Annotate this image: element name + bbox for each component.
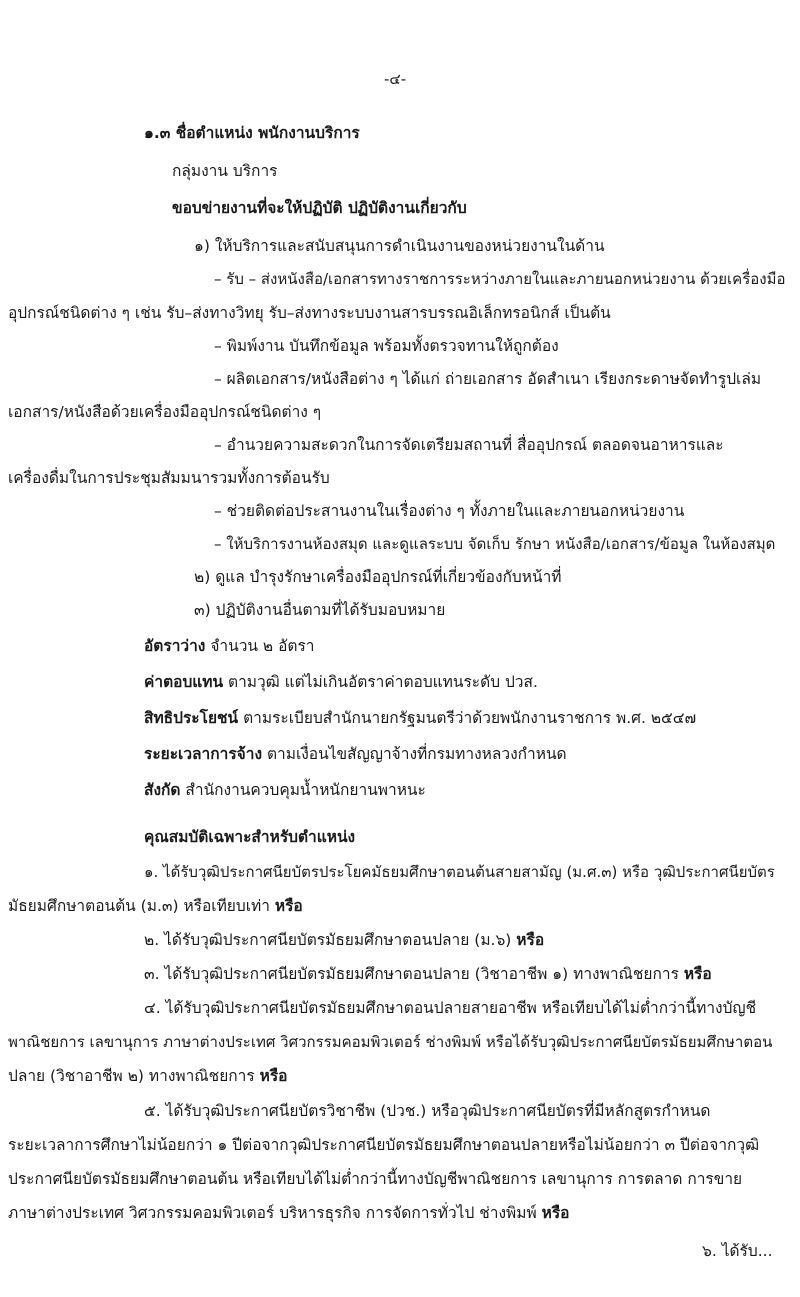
qualification-5-cont3: ภาษาต่างประเทศ วิศวกรรมคอมพิวเตอร์ บริหารธุรกิจ การจัดการทั่วไป ช่างพิมพ์ หรือ [8,1204,570,1222]
duration-row [144,743,567,765]
or-word: หรือ [259,1067,288,1085]
duration-label: ระยะเวลาการจ้าง [144,745,263,763]
duty-item-1: ๑) ให้บริการและสนับสนุนการดำเนินงานของหน่วยงานในด้าน [194,237,605,255]
or-word: หรือ [683,965,712,983]
qualification-5: ๕. ได้รับวุฒิประกาศนียบัตรวิชาชีพ (ปวช.) หรือวุฒิประกาศนียบัตรที่มีหลักสูตรกำหนด [144,1102,711,1120]
duty-bullet-1-cont: อุปกรณ์ชนิดต่าง ๆ เช่น รับ–ส่งทางวิทยุ รับ–ส่งทางระบบงานสารบรรณอิเล็กทรอนิกส์ เป็นต้น [8,304,611,322]
or-word: หรือ [541,1204,570,1222]
qualification-2: ๒. ได้รับวุฒิประกาศนียบัตรมัธยมศึกษาตอนปลาย (ม.๖) หรือ [144,931,545,949]
qualification-5-cont2: ประกาศนียบัตรมัธยมศึกษาตอนต้น หรือเทียบได้ไม่ต่ำกว่านี้ทางบัญชีพาณิชยการ เลขานุการ การตลาด การขาย [8,1170,743,1188]
page-number: -๔- [384,70,407,88]
qualification-4: ๔. ได้รับวุฒิประกาศนียบัตรมัธยมศึกษาตอนปลายสายอาชีพ หรือเทียบได้ไม่ต่ำกว่านี้ทางบัญชี [144,999,757,1017]
duty-bullet-2: – พิมพ์งาน บันทึกข้อมูล พร้อมทั้งตรวจทานให้ถูกต้อง [214,337,559,355]
qualification-1-cont: มัธยมศึกษาตอนต้น (ม.๓) หรือเทียบเท่า หรือ [8,897,303,915]
scope-heading: ขอบข่ายงานที่จะให้ปฏิบัติ ปฏิบัติงานเกี่ยวกับ [172,199,467,217]
duty-bullet-6: – ให้บริการงานห้องสมุด และดูแลระบบ จัดเก็บ รักษา หนังสือ/เอกสาร/ข้อมูล ในห้องสมุด [214,535,776,553]
compensation-row [144,671,538,693]
affiliation-label: สังกัด [144,781,181,799]
duty-bullet-4-cont: เครื่องดื่มในการประชุมสัมมนารวมทั้งการต้อนรับ [8,469,330,487]
vacancy-value: จำนวน ๒ อัตรา [205,637,315,655]
or-word: หรือ [274,897,303,915]
affiliation-value: สำนักงานควบคุมน้ำหนักยานพาหนะ [180,781,426,799]
work-group: กลุ่มงาน บริการ [172,162,278,180]
qualification-4-cont2: ปลาย (วิชาอาชีพ ๒) ทางพาณิชยการ หรือ [8,1067,288,1085]
compensation-label: ค่าตอบแทน [144,673,224,691]
compensation-value: ตามวุฒิ แต่ไม่เกินอัตราค่าตอบแทนระดับ ปวส. [223,673,538,691]
duty-item-2: ๒) ดูแล บำรุงรักษาเครื่องมืออุปกรณ์ที่เกี่ยวข้องกับหน้าที่ [194,568,562,586]
qualification-4-cont: พาณิชยการ เลขานุการ ภาษาต่างประเทศ วิศวกรรมคอมพิวเตอร์ ช่างพิมพ์ หรือได้รับวุฒิประกาศนียบัตรมัธยมศึกษาตอน [8,1033,773,1051]
duty-item-3: ๓) ปฏิบัติงานอื่นตามที่ได้รับมอบหมาย [194,601,446,619]
vacancy-label: อัตราว่าง [144,637,206,655]
or-word: หรือ [516,931,545,949]
continuation-text: ๖. ได้รับ... [702,1242,773,1260]
duration-value: ตามเงื่อนไขสัญญาจ้างที่กรมทางหลวงกำหนด [262,745,567,763]
benefits-label: สิทธิประโยชน์ [144,709,239,727]
qualification-5-cont: ระยะเวลาการศึกษาไม่น้อยกว่า ๑ ปีต่อจากวุฒิประกาศนียบัตรมัธยมศึกษาตอนปลายหรือไม่น้อยกว่า ๓ ปีต่อจากวุฒิ [8,1136,760,1154]
position-heading: ๑.๓ ชื่อตำแหน่ง พนักงานบริการ [144,124,360,142]
benefits-value: ตามระเบียบสำนักนายกรัฐมนตรีว่าด้วยพนักงานราชการ พ.ศ. ๒๕๔๗ [238,709,697,727]
duty-bullet-1: – รับ – ส่งหนังสือ/เอกสารทางราชการระหว่างภายในและภายนอกหน่วยงาน ด้วยเครื่องมือ [214,270,786,288]
qualification-1: ๑. ได้รับวุฒิประกาศนียบัตรประโยคมัธยมศึกษาตอนต้นสายสามัญ (ม.ศ.๓) หรือ วุฒิประกาศนียบัตร [144,863,775,881]
benefits-row [144,707,696,729]
duty-bullet-3-cont: เอกสาร/หนังสือด้วยเครื่องมืออุปกรณ์ชนิดต่าง ๆ [8,403,322,421]
duty-bullet-4: – อำนวยความสะดวกในการจัดเตรียมสถานที่ สื่ออุปกรณ์ ตลอดจนอาหารและ [214,436,724,454]
vacancy-row [144,635,314,657]
qualification-3: ๓. ได้รับวุฒิประกาศนียบัตรมัธยมศึกษาตอนปลาย (วิชาอาชีพ ๑) ทางพาณิชยการ หรือ [144,965,712,983]
qualifications-heading: คุณสมบัติเฉพาะสำหรับตำแหน่ง [144,828,356,846]
duty-bullet-5: – ช่วยติดต่อประสานงานในเรื่องต่าง ๆ ทั้งภายในและภายนอกหน่วยงาน [214,502,685,520]
affiliation-row [144,779,426,801]
duty-bullet-3: – ผลิตเอกสาร/หนังสือต่าง ๆ ได้แก่ ถ่ายเอกสาร อัดสำเนา เรียงกระดาษจัดทำรูปเล่ม [214,370,762,388]
